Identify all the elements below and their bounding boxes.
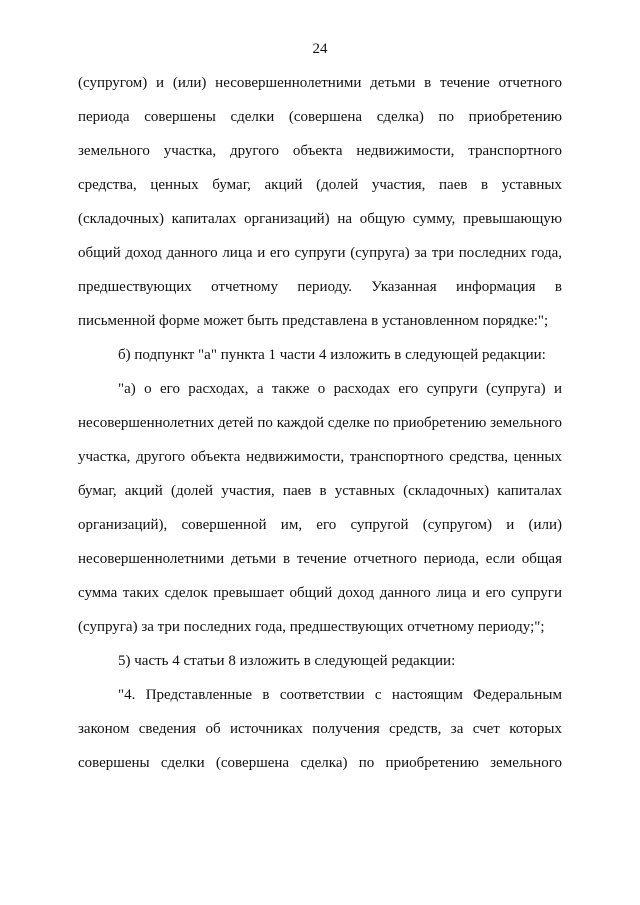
paragraph-3-line-4: бумаг, акций (долей участия, паев в уставных (складочных) капиталах (78, 483, 562, 499)
paragraph-3-line-1: "а) о его расходах, а также о расходах его супруги (супруга) и (118, 381, 562, 397)
paragraph-5-line-2: законом сведения об источниках получения средств, за счет которых (78, 721, 562, 737)
paragraph-4-line-1: 5) часть 4 статьи 8 изложить в следующей редакции: (118, 653, 456, 669)
paragraph-3-line-7: сумма таких сделок превышает общий доход данного лица и его супруги (78, 585, 562, 601)
paragraph-1-line-1: (супругом) и (или) несовершеннолетними детьми в течение отчетного (78, 75, 562, 91)
paragraph-1-line-5: (складочных) капиталах организаций) на общую сумму, превышающую (78, 211, 562, 227)
paragraph-1-line-7: предшествующих отчетному периоду. Указанная информация в (78, 279, 562, 295)
paragraph-5-line-1: "4. Представленные в соответствии с настоящим Федеральным (118, 687, 562, 703)
paragraph-3-line-8: (супруга) за три последних года, предшествующих отчетному периоду;"; (78, 619, 545, 635)
paragraph-5-line-3: совершены сделки (совершена сделка) по приобретению земельного (78, 755, 562, 771)
paragraph-3-line-6: несовершеннолетними детьми в течение отчетного периода, если общая (78, 551, 562, 567)
paragraph-3-line-2: несовершеннолетних детей по каждой сделке по приобретению земельного (78, 415, 562, 431)
paragraph-1-line-6: общий доход данного лица и его супруги (супруга) за три последних года, (78, 245, 562, 261)
paragraph-3-line-3: участка, другого объекта недвижимости, транспортного средства, ценных (78, 449, 562, 465)
paragraph-1-line-4: средства, ценных бумаг, акций (долей участия, паев в уставных (78, 177, 562, 193)
paragraph-1-line-8: письменной форме может быть представлена в установленном порядке:"; (78, 313, 549, 329)
paragraph-1-line-3: земельного участка, другого объекта недвижимости, транспортного (78, 143, 562, 159)
paragraph-3-line-5: организаций), совершенной им, его супругой (супругом) и (или) (78, 517, 562, 533)
document-body (78, 66, 562, 780)
page-number: 24 (312, 41, 328, 57)
paragraph-1-line-2: периода совершены сделки (совершена сделка) по приобретению (78, 109, 562, 125)
paragraph-2-line-1: б) подпункт "а" пункта 1 части 4 изложить в следующей редакции: (118, 347, 546, 363)
